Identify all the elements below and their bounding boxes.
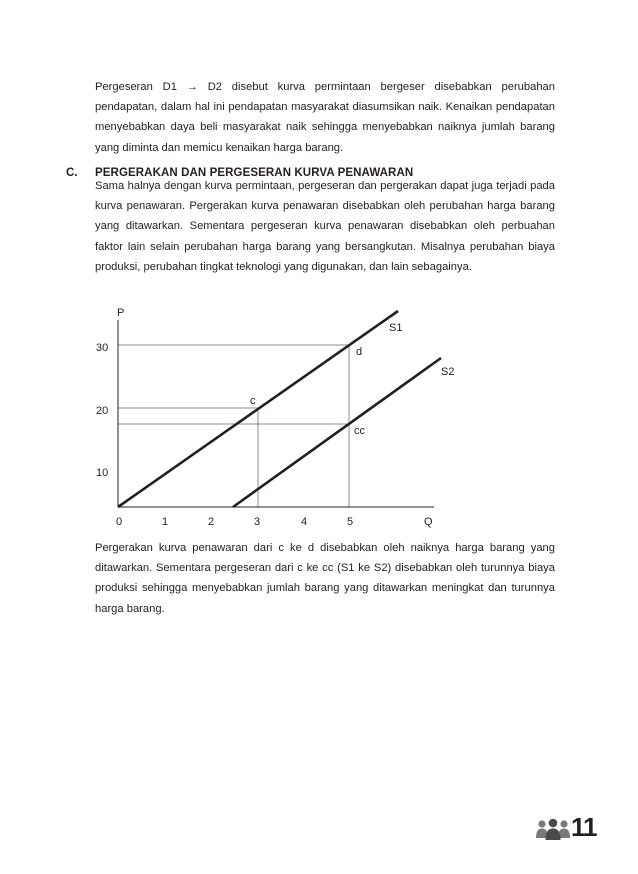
x-tick-label: 3 (254, 516, 261, 528)
series-label-s1: S1 (389, 322, 403, 334)
people-group-icon (536, 818, 570, 840)
point-label-cc: cc (354, 425, 365, 437)
section-title: PERGERAKAN DAN PERGESERAN KURVA PENAWARAN (95, 167, 414, 179)
x-tick-label: 1 (162, 516, 169, 528)
paragraph-demand-shift: Pergeseran D1 → D2 disebut kurva permintaan bergeser disebabkan perubahan pendapatan, dalam hal ini pendapatan masyarakat diasumsikan naik. Kenaikan pendapatan menyebabkan daya beli masyarakat naik sehingga menyebabkan naiknya jumlah barang yang diminta dan memicu kenaikan harga barang. (95, 81, 555, 154)
section-letter: C. (66, 167, 78, 179)
curve-s2 (233, 358, 441, 507)
y-axis-label: P (117, 307, 125, 319)
x-tick-label: 5 (347, 516, 354, 528)
x-tick-label: 2 (208, 516, 215, 528)
point-label-c: c (250, 395, 256, 407)
y-tick-label: 10 (96, 467, 109, 479)
point-label-d: d (356, 346, 363, 358)
series-label-s2: S2 (441, 366, 455, 378)
x-axis-label: Q (424, 516, 433, 528)
page-number: 11 (571, 812, 597, 842)
paragraph-supply-explanation: Pergerakan kurva penawaran dari c ke d disebabkan oleh naiknya harga barang yang ditawarkan. Sementara pergeseran dari c ke cc (S1 ke S2) disebabkan oleh turunnya biaya produksi sehingga menyebabkan jumlah barang yang ditawarkan meningkat dan turunnya harga barang. (95, 542, 555, 615)
paragraph-supply-intro: Sama halnya dengan kurva permintaan, pergeseran dan pergerakan dapat juga terjadi pada kurva penawaran. Pergerakan kurva penawaran disebabkan oleh perubahan harga barang yang ditawarkan. Sementara pergeseran kurva penawaran disebabkan oleh perbuahan faktor lain selain perubahan harga barang yang bersangkutan. Misalnya perubahan biaya produksi, perubahan tingkat teknologi yang digunakan, dan lain sebagainya. (95, 180, 555, 273)
y-tick-label: 30 (96, 342, 109, 354)
x-tick-label: 0 (116, 516, 123, 528)
x-tick-label: 4 (301, 516, 308, 528)
y-tick-label: 20 (96, 405, 109, 417)
